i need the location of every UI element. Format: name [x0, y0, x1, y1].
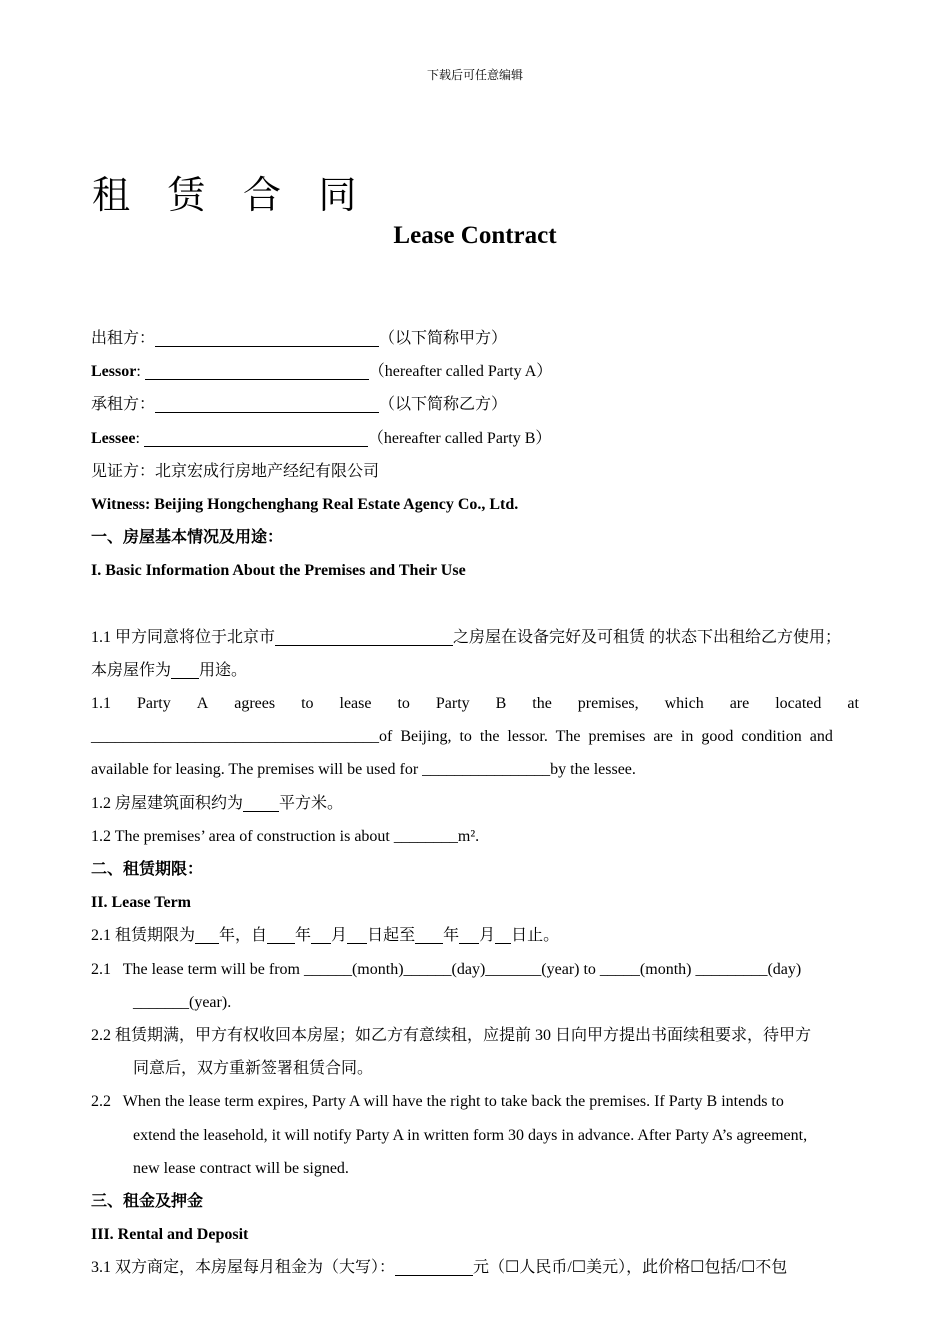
contract-body — [91, 322, 859, 1284]
lessor-name-blank-en[interactable] — [145, 359, 369, 380]
section3-heading-en: III. Rental and Deposit — [91, 1226, 249, 1244]
lessor-name-blank[interactable] — [155, 326, 379, 347]
end-day-blank[interactable] — [495, 923, 511, 944]
clause-2-2-zh-line1: 2.2 租赁期满，甲方有权收回本房屋；如乙方有意续租，应提前 30 日向甲方提出书面续租要求，待甲方 — [91, 1026, 812, 1044]
lessee-en-line: Lessee: （hereafter called Party B） — [91, 422, 859, 455]
clause-1-1-zh-line2: 本房屋作为 用途。 — [91, 654, 859, 687]
title-chinese: 租 赁 合 同 — [92, 175, 371, 217]
clause-1-1-zh-line1: 1.1 甲方同意将位于北京市 之房屋在设备完好及可租赁 的状态下出租给乙方使用； — [91, 621, 859, 654]
section2-heading-zh: 二、租赁期限： — [91, 861, 204, 878]
clause-2-2-en-line3: new lease contract will be signed. — [133, 1159, 349, 1177]
section2-heading-en: II. Lease Term — [91, 894, 191, 912]
clause-2-1-zh: 2.1 租赁期限为 年，自 年 月 日起至 年 月 日止。 — [91, 919, 859, 952]
end-year-blank[interactable] — [415, 923, 443, 944]
start-year-blank[interactable] — [267, 923, 295, 944]
title-english: Lease Contract — [393, 222, 557, 249]
spacer — [91, 588, 859, 621]
lessee-name-blank[interactable] — [155, 392, 379, 413]
lessee-name-blank-en[interactable] — [144, 426, 368, 447]
start-month-blank[interactable] — [311, 923, 331, 944]
end-month-blank[interactable] — [459, 923, 479, 944]
start-day-blank[interactable] — [347, 923, 367, 944]
witness-en: Witness: Beijing Hongchenghang Real Estate Agency Co., Ltd. — [91, 495, 519, 513]
witness-zh: 见证方：北京宏成行房地产经纪有限公司 — [91, 462, 380, 480]
lessee-zh-line: 承租方： （以下简称乙方） — [91, 388, 859, 421]
clause-1-2-en: 1.2 The premises’ area of construction is about ________m². — [91, 827, 480, 845]
clause-1-1-en-line2: ____________________________________of Beijing, to the lessor. The premises are in good condition and — [91, 728, 833, 746]
lessor-zh-line: 出租方： （以下简称甲方） — [91, 322, 859, 355]
section1-heading-en: I. Basic Information About the Premises and Their Use — [91, 562, 466, 580]
rent-amount-blank[interactable] — [395, 1255, 473, 1276]
clause-3-1-zh: 3.1 双方商定，本房屋每月租金为（大写）： 元（☐人民币/☐美元），此价格☐包括/☐不包 — [91, 1251, 859, 1284]
clause-2-1-en-line1: 2.1 The lease term will be from ______(month)______(day)_______(year) to _____(month) _________(day) — [91, 960, 802, 978]
use-blank[interactable] — [171, 658, 199, 679]
clause-1-1-en-line3: available for leasing. The premises will be used for ________________by the lessee. — [91, 761, 636, 779]
clause-2-2-en-line1: 2.2 When the lease term expires, Party A will have the right to take back the premises. If Party B intends to — [91, 1093, 784, 1111]
clause-1-1-en-line1: 1.1 Party A agrees to lease to Party B the premises, which are located at — [91, 695, 859, 713]
clause-2-2-en-line2: extend the leasehold, it will notify Party A in written form 30 days in advance. After Party A’s agreement, — [133, 1126, 808, 1144]
header-note: 下载后可任意编辑 — [426, 68, 523, 82]
clause-1-2-zh: 1.2 房屋建筑面积约为 平方米。 — [91, 787, 859, 820]
area-blank[interactable] — [243, 791, 279, 812]
section1-heading-zh: 一、房屋基本情况及用途： — [91, 529, 284, 547]
clause-2-1-en-line2: _______(year). — [133, 993, 232, 1011]
lessor-en-line: Lessor: （hereafter called Party A） — [91, 355, 859, 388]
term-years-blank[interactable] — [195, 923, 219, 944]
section3-heading-zh: 三、租金及押金 — [91, 1192, 204, 1210]
location-blank[interactable] — [275, 625, 453, 646]
clause-2-2-zh-line2: 同意后，双方重新签署租赁合同。 — [133, 1060, 374, 1078]
